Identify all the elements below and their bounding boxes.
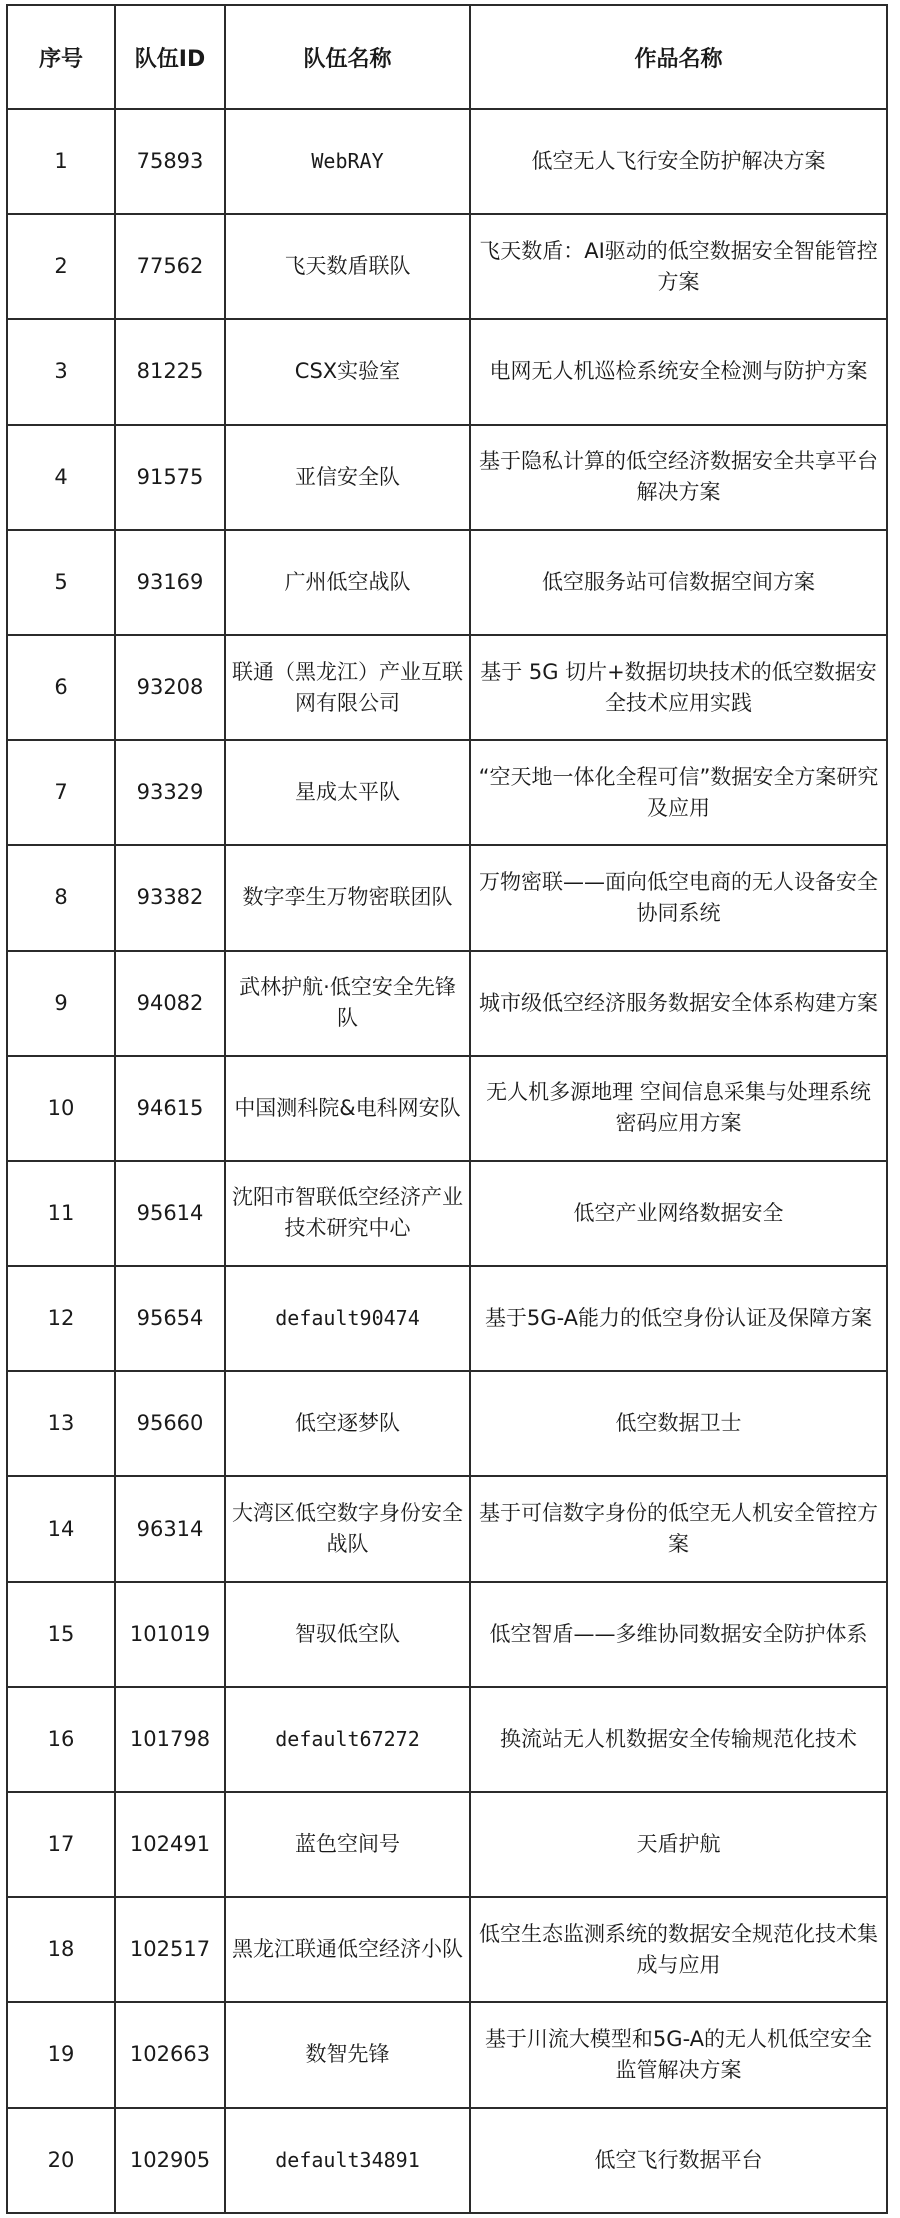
header-work-name: 作品名称 (470, 5, 887, 109)
cell-team-id: 96314 (115, 1476, 225, 1581)
table-row (7, 1266, 887, 1371)
table-row (7, 214, 887, 319)
team-list-table (6, 4, 888, 2214)
cell-team-name: 沈阳市智联低空经济产业技术研究中心 (225, 1161, 470, 1266)
table-row (7, 109, 887, 214)
cell-team-id: 102663 (115, 2002, 225, 2107)
table-row (7, 1056, 887, 1161)
cell-team-name: 亚信安全队 (225, 425, 470, 530)
cell-team-name: default67272 (225, 1687, 470, 1792)
cell-team-name: 智驭低空队 (225, 1582, 470, 1687)
cell-index: 9 (7, 951, 115, 1056)
cell-team-name: 黑龙江联通低空经济小队 (225, 1897, 470, 2002)
cell-team-name: 数字孪生万物密联团队 (225, 845, 470, 950)
cell-work-name: 低空产业网络数据安全 (470, 1161, 887, 1266)
cell-team-id: 93382 (115, 845, 225, 950)
cell-index: 10 (7, 1056, 115, 1161)
header-team-id: 队伍ID (115, 5, 225, 109)
table-row (7, 951, 887, 1056)
cell-work-name: 万物密联——面向低空电商的无人设备安全协同系统 (470, 845, 887, 950)
cell-work-name: 基于 5G 切片+数据切块技术的低空数据安全技术应用实践 (470, 635, 887, 740)
cell-team-name: 数智先锋 (225, 2002, 470, 2107)
cell-team-id: 81225 (115, 319, 225, 424)
table-row (7, 1476, 887, 1581)
cell-team-name: 星成太平队 (225, 740, 470, 845)
cell-team-id: 75893 (115, 109, 225, 214)
cell-index: 15 (7, 1582, 115, 1687)
cell-work-name: 低空无人飞行安全防护解决方案 (470, 109, 887, 214)
cell-team-id: 95654 (115, 1266, 225, 1371)
cell-team-id: 91575 (115, 425, 225, 530)
cell-index: 11 (7, 1161, 115, 1266)
cell-index: 14 (7, 1476, 115, 1581)
table-row (7, 1792, 887, 1897)
cell-index: 12 (7, 1266, 115, 1371)
header-index: 序号 (7, 5, 115, 109)
cell-team-name: WebRAY (225, 109, 470, 214)
cell-team-id: 94082 (115, 951, 225, 1056)
cell-team-id: 93208 (115, 635, 225, 740)
cell-team-id: 95614 (115, 1161, 225, 1266)
cell-index: 19 (7, 2002, 115, 2107)
cell-team-id: 77562 (115, 214, 225, 319)
cell-team-id: 102517 (115, 1897, 225, 2002)
cell-team-name: CSX实验室 (225, 319, 470, 424)
cell-team-id: 101019 (115, 1582, 225, 1687)
cell-index: 17 (7, 1792, 115, 1897)
cell-work-name: 基于川流大模型和5G-A的无人机低空安全监管解决方案 (470, 2002, 887, 2107)
table-row (7, 530, 887, 635)
cell-index: 18 (7, 1897, 115, 2002)
table-row (7, 2002, 887, 2107)
table-row (7, 1161, 887, 1266)
cell-team-name: 低空逐梦队 (225, 1371, 470, 1476)
cell-team-name: default90474 (225, 1266, 470, 1371)
cell-team-id: 101798 (115, 1687, 225, 1792)
table-row (7, 425, 887, 530)
cell-index: 20 (7, 2108, 115, 2213)
table-row (7, 1582, 887, 1687)
table-row (7, 1687, 887, 1792)
cell-team-name: 武林护航·低空安全先锋队 (225, 951, 470, 1056)
cell-team-name: default34891 (225, 2108, 470, 2213)
cell-team-name: 蓝色空间号 (225, 1792, 470, 1897)
cell-work-name: 无人机多源地理 空间信息采集与处理系统密码应用方案 (470, 1056, 887, 1161)
cell-work-name: 基于隐私计算的低空经济数据安全共享平台解决方案 (470, 425, 887, 530)
table-row (7, 319, 887, 424)
cell-index: 8 (7, 845, 115, 950)
cell-index: 4 (7, 425, 115, 530)
table-row (7, 1371, 887, 1476)
cell-work-name: 低空智盾——多维协同数据安全防护体系 (470, 1582, 887, 1687)
cell-work-name: 城市级低空经济服务数据安全体系构建方案 (470, 951, 887, 1056)
cell-work-name: 低空生态监测系统的数据安全规范化技术集成与应用 (470, 1897, 887, 2002)
cell-team-id: 95660 (115, 1371, 225, 1476)
header-team-name: 队伍名称 (225, 5, 470, 109)
cell-work-name: 低空服务站可信数据空间方案 (470, 530, 887, 635)
cell-team-name: 中国测科院&电科网安队 (225, 1056, 470, 1161)
cell-index: 16 (7, 1687, 115, 1792)
table-row (7, 1897, 887, 2002)
cell-team-id: 93329 (115, 740, 225, 845)
table-row (7, 2108, 887, 2213)
cell-team-name: 联通（黑龙江）产业互联网有限公司 (225, 635, 470, 740)
cell-work-name: 天盾护航 (470, 1792, 887, 1897)
table-row (7, 740, 887, 845)
cell-team-name: 广州低空战队 (225, 530, 470, 635)
cell-work-name: 低空数据卫士 (470, 1371, 887, 1476)
cell-work-name: 换流站无人机数据安全传输规范化技术 (470, 1687, 887, 1792)
cell-team-id: 102491 (115, 1792, 225, 1897)
cell-team-id: 93169 (115, 530, 225, 635)
cell-team-id: 94615 (115, 1056, 225, 1161)
cell-index: 13 (7, 1371, 115, 1476)
cell-team-id: 102905 (115, 2108, 225, 2213)
cell-work-name: 基于5G-A能力的低空身份认证及保障方案 (470, 1266, 887, 1371)
cell-index: 1 (7, 109, 115, 214)
cell-work-name: 飞天数盾：AI驱动的低空数据安全智能管控方案 (470, 214, 887, 319)
cell-team-name: 大湾区低空数字身份安全战队 (225, 1476, 470, 1581)
cell-team-name: 飞天数盾联队 (225, 214, 470, 319)
cell-work-name: “空天地一体化全程可信”数据安全方案研究及应用 (470, 740, 887, 845)
table-row (7, 845, 887, 950)
table-row (7, 635, 887, 740)
cell-work-name: 基于可信数字身份的低空无人机安全管控方案 (470, 1476, 887, 1581)
cell-index: 5 (7, 530, 115, 635)
table-header-row (7, 5, 887, 109)
cell-work-name: 低空飞行数据平台 (470, 2108, 887, 2213)
cell-index: 2 (7, 214, 115, 319)
cell-index: 7 (7, 740, 115, 845)
cell-work-name: 电网无人机巡检系统安全检测与防护方案 (470, 319, 887, 424)
cell-index: 6 (7, 635, 115, 740)
cell-index: 3 (7, 319, 115, 424)
